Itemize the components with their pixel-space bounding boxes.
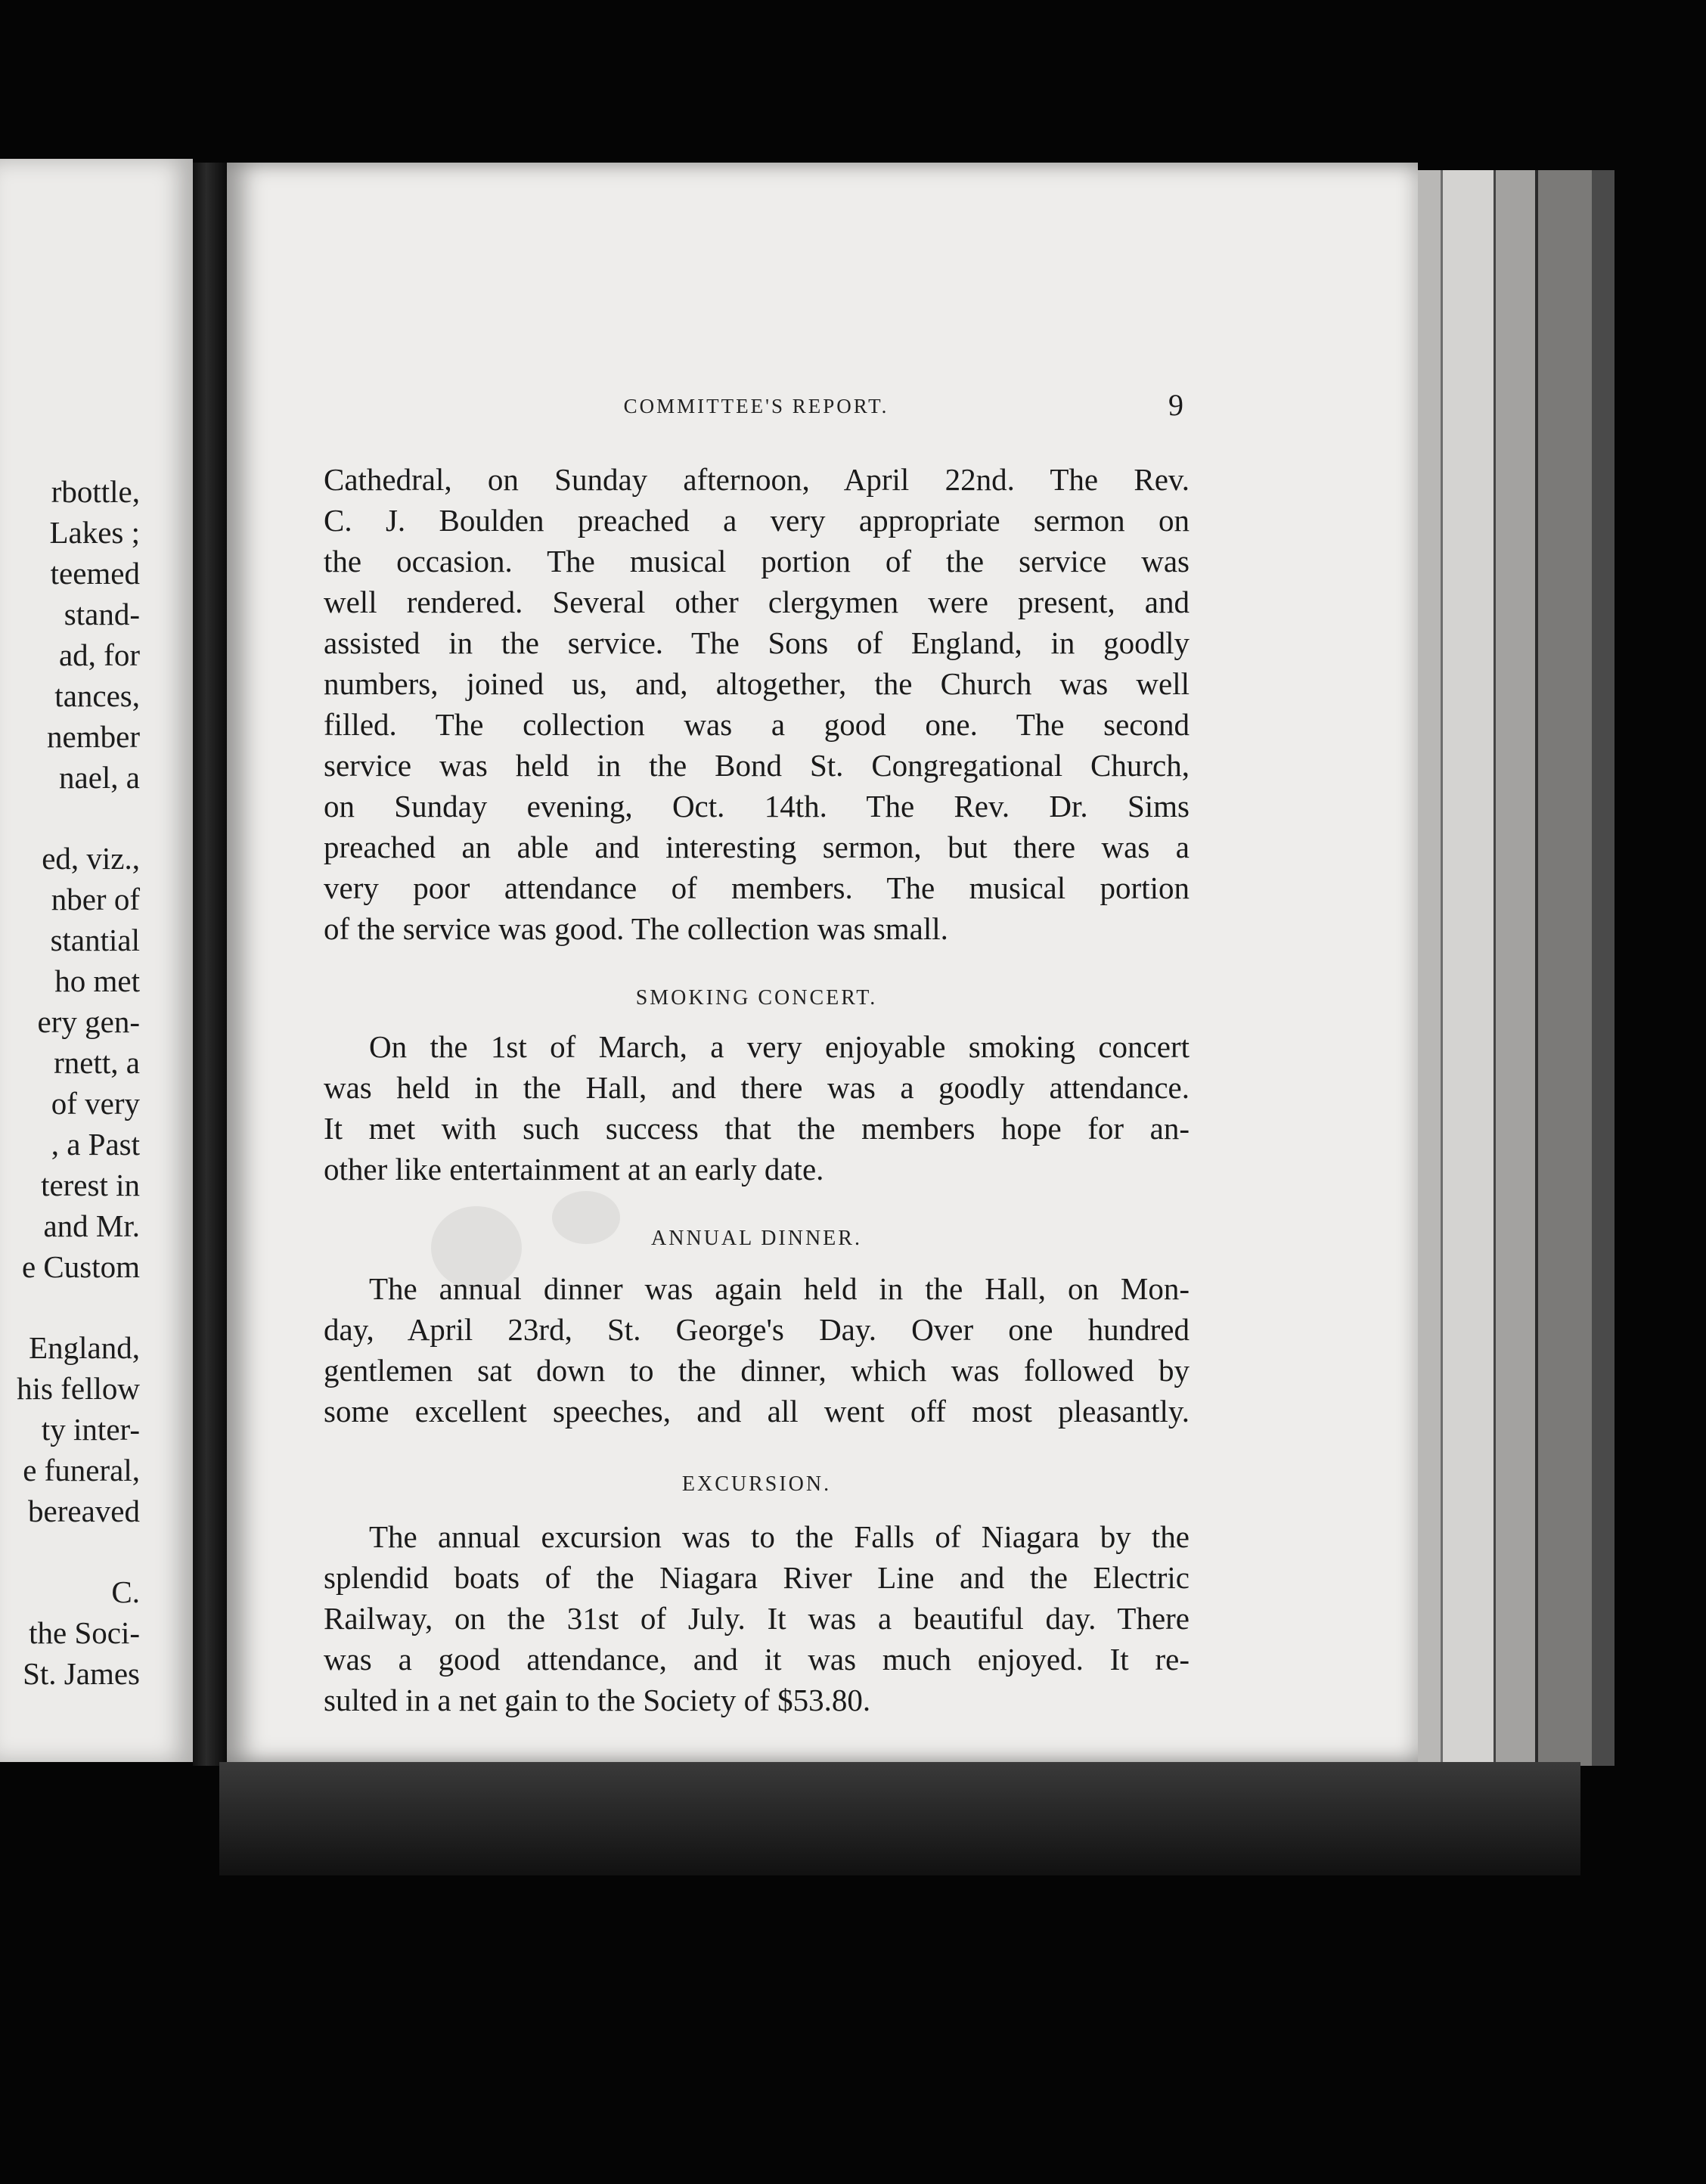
- section-heading: SMOKING CONCERT.: [635, 986, 878, 1010]
- section-heading: EXCURSION.: [681, 1472, 832, 1496]
- left-page-line: and Mr.: [43, 1208, 140, 1243]
- left-page-line: e funeral,: [23, 1453, 140, 1488]
- page-edge: [1441, 170, 1496, 1766]
- left-page-line: nber of: [51, 882, 140, 917]
- body-line: some excellent speeches, and all went off most pleasantly.: [324, 1394, 1190, 1429]
- body-line: splendid boats of the Niagara River Line and the Electric: [324, 1560, 1190, 1595]
- body-line: The annual dinner was again held in the Hall, on Mon-: [369, 1271, 1190, 1306]
- body-line: was held in the Hall, and there was a goodly attendance.: [324, 1070, 1190, 1105]
- body-line: preached an able and interesting sermon, but there was a: [324, 830, 1190, 864]
- left-page-line: the Soci-: [29, 1615, 140, 1650]
- facing-page-left: [0, 159, 193, 1762]
- left-page-line: terest in: [41, 1168, 140, 1202]
- left-page-line: his fellow: [17, 1371, 140, 1406]
- body-line: filled. The collection was a good one. The second: [324, 707, 1190, 742]
- left-page-line: ery gen-: [37, 1004, 140, 1039]
- body-line: service was held in the Bond St. Congregational Church,: [324, 748, 1190, 783]
- body-line: the occasion. The musical portion of the service was: [324, 544, 1190, 579]
- left-page-line: ad, for: [58, 638, 140, 672]
- body-line: well rendered. Several other clergymen were present, and: [324, 585, 1190, 619]
- page-edge: [1418, 170, 1441, 1766]
- body-line: sulted in a net gain to the Society of $53.80.: [324, 1683, 871, 1717]
- left-page-line: nember: [47, 719, 140, 754]
- body-line: It met with such success that the members hope for an-: [324, 1111, 1190, 1146]
- left-page-line: stantial: [50, 923, 140, 957]
- page-edge: [1535, 170, 1595, 1766]
- body-line: assisted in the service. The Sons of England, in goodly: [324, 625, 1190, 660]
- left-page-line: ho met: [54, 963, 140, 998]
- body-line: on Sunday evening, Oct. 14th. The Rev. Dr. Sims: [324, 789, 1190, 824]
- left-page-line: St. James: [23, 1656, 140, 1691]
- body-line: Cathedral, on Sunday afternoon, April 22nd. The Rev.: [324, 462, 1190, 497]
- body-line: C. J. Boulden preached a very appropriate sermon on: [324, 503, 1190, 538]
- left-page-line: stand-: [64, 597, 140, 631]
- page-edge: [1592, 170, 1614, 1766]
- body-line: On the 1st of March, a very enjoyable smoking concert: [369, 1029, 1190, 1064]
- body-line: of the service was good. The collection was small.: [324, 911, 948, 946]
- left-page-line: ed, viz.,: [42, 841, 140, 876]
- left-page-line: e Custom: [21, 1249, 140, 1284]
- book-cover-bottom: [219, 1762, 1580, 1875]
- left-page-line: rnett, a: [54, 1045, 140, 1080]
- left-page-line: bereaved: [28, 1494, 140, 1528]
- page-number: 9: [1168, 388, 1183, 422]
- left-page-line: of very: [51, 1086, 140, 1121]
- left-page-line: Lakes ;: [49, 515, 140, 550]
- book-gutter: [193, 163, 227, 1766]
- left-page-line: England,: [29, 1330, 140, 1365]
- body-line: The annual excursion was to the Falls of Niagara by the: [369, 1519, 1190, 1554]
- body-line: other like entertainment at an early date.: [324, 1152, 824, 1187]
- body-line: gentlemen sat down to the dinner, which was followed by: [324, 1353, 1190, 1388]
- left-page-line: tances,: [54, 678, 140, 713]
- page-edge: [1494, 170, 1537, 1766]
- body-line: day, April 23rd, St. George's Day. Over one hundred: [324, 1312, 1190, 1347]
- body-line: Railway, on the 31st of July. It was a beautiful day. There: [324, 1601, 1190, 1636]
- section-heading: ANNUAL DINNER.: [651, 1227, 862, 1250]
- body-line: very poor attendance of members. The musical portion: [324, 870, 1190, 905]
- left-page-line: , a Past: [51, 1127, 140, 1162]
- left-page-line: ty inter-: [41, 1412, 140, 1447]
- left-page-line: teemed: [50, 556, 140, 591]
- running-header: COMMITTEE'S REPORT.: [623, 395, 889, 417]
- body-line: numbers, joined us, and, altogether, the Church was well: [324, 666, 1190, 701]
- left-page-line: C.: [111, 1574, 140, 1609]
- left-page-line: rbottle,: [51, 474, 140, 509]
- body-line: was a good attendance, and it was much enjoyed. It re-: [324, 1642, 1190, 1677]
- left-page-line: nael, a: [59, 760, 140, 795]
